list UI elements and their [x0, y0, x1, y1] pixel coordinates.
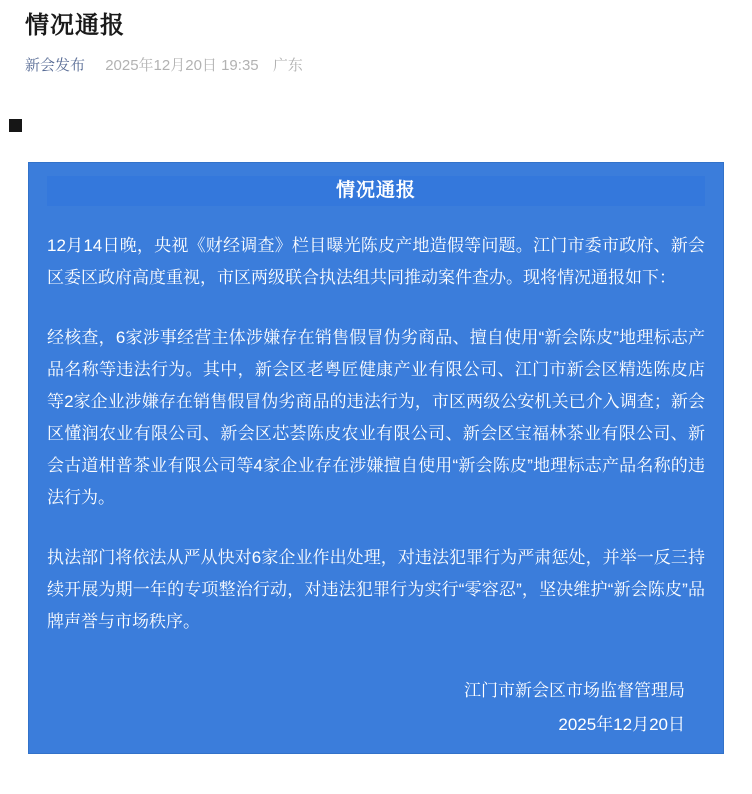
notice-paragraph-3: 执法部门将依法从严从快对6家企业作出处理，对违法犯罪行为严肃惩处，并举一反三持续开展为期一年的专项整治行动，对违法犯罪行为实行“零容忍”，坚决维护“新会陈皮”品牌声誉与市场秩序。 — [47, 548, 705, 631]
notice-body — [47, 230, 705, 638]
black-square-marker — [9, 119, 22, 132]
publish-region: 广东 — [272, 57, 303, 74]
publish-datetime: 2025年12月20日 19:35 — [105, 57, 259, 74]
byline — [25, 55, 303, 77]
notice-signature — [47, 674, 705, 742]
notice-paragraph-1: 12月14日晚，央视《财经调查》栏目曝光陈皮产地造假等问题。江门市委市政府、新会区委区政府高度重视，市区两级联合执法组共同推动案件查办。现将情况通报如下： — [47, 236, 705, 287]
page-title: 情况通报 — [25, 12, 125, 39]
notice-box — [28, 162, 724, 754]
account-name-link[interactable]: 新会发布 — [25, 57, 86, 74]
signature-org: 江门市新会区市场监督管理局 — [464, 681, 685, 700]
signature-date: 2025年12月20日 — [558, 715, 685, 734]
notice-paragraph-2: 经核查，6家涉事经营主体涉嫌存在销售假冒伪劣商品、擅自使用“新会陈皮”地理标志产品名称等违法行为。其中，新会区老粤匠健康产业有限公司、江门市新会区精选陈皮店等2家企业涉嫌存在销售假冒伪劣商品的违法行为，市区两级公安机关已介入调查；新会区懂润农业有限公司、新会区芯荟陈皮农业有限公司、新会区宝福林茶业有限公司、新会古道柑普茶业有限公司等4家企业存在涉嫌擅自使用“新会陈皮”地理标志产品名称的违法行为。 — [47, 328, 705, 507]
notice-box-header: 情况通报 — [47, 176, 705, 206]
